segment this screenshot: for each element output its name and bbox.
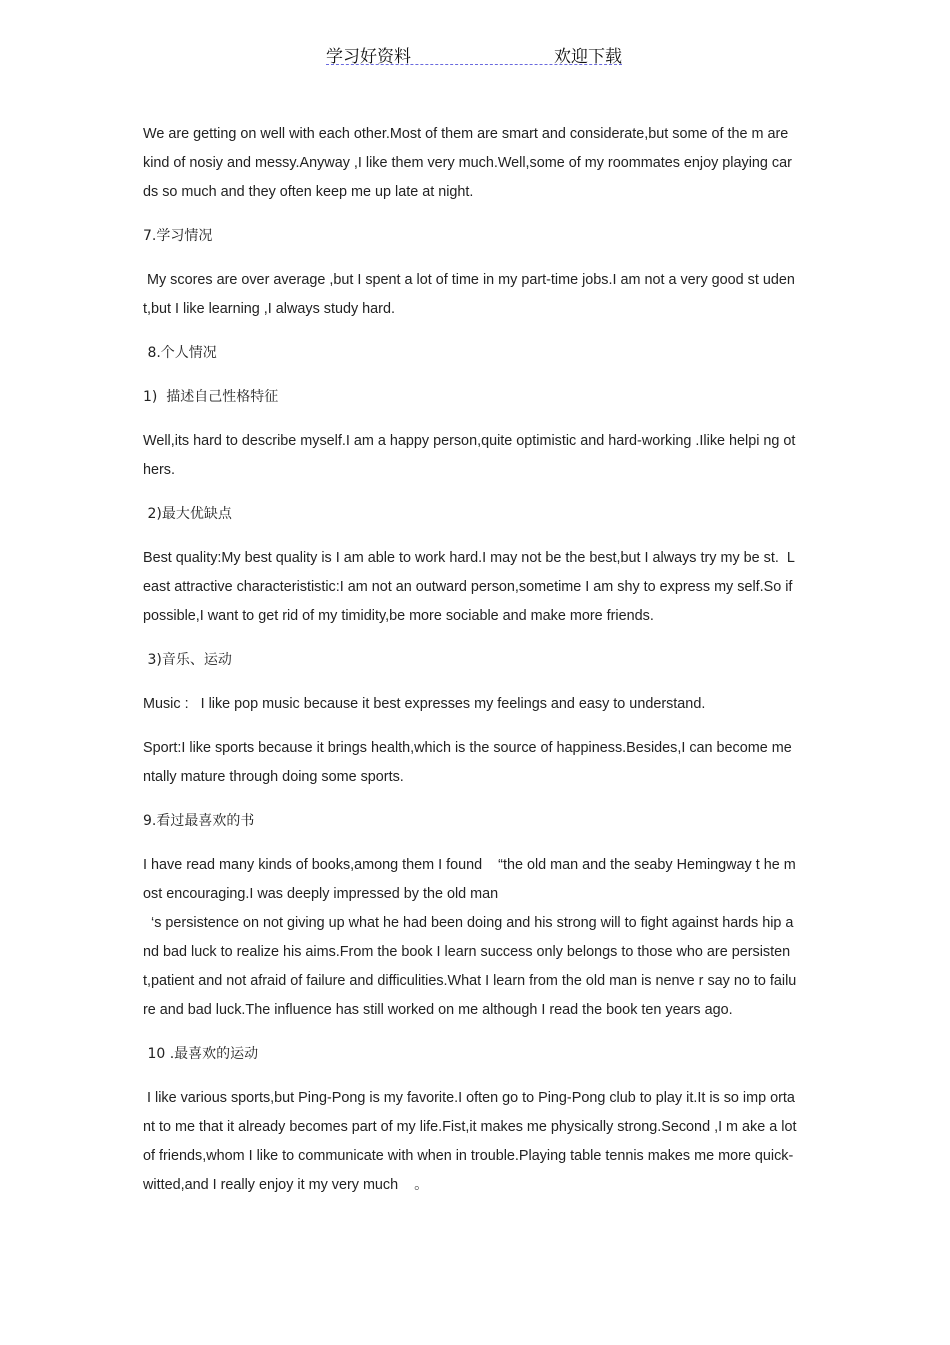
heading-personal-situation: 8.个人情况 — [143, 345, 217, 361]
paragraph-personality: Well,its hard to describe myself.I am a happy person,quite optimistic and hard-working .Ilike helpi ng others. — [143, 433, 796, 478]
paragraph-strengths-weaknesses: Best quality:My best quality is I am able to work hard.I may not be the best,but I always try my be st. Least attractive characterististic:I am not an outward person,sometime I am shy to express my self.So if possible,I want to get rid of my timidity,be more sociable and make more friends. — [143, 550, 797, 624]
heading-favorite-sport: 10 .最喜欢的运动 — [143, 1046, 259, 1062]
subheading-music-sport: 3)音乐、运动 — [143, 652, 232, 668]
subheading-personality: 1) 描述自己性格特征 — [143, 389, 279, 405]
subheading-strengths-weaknesses: 2)最大优缺点 — [143, 506, 232, 522]
paragraph-sport: Sport:I like sports because it brings health,which is the source of happiness.Besides,I can become mentally mature through doing some sports. — [143, 740, 792, 785]
paragraph-study: My scores are over average ,but I spent a lot of time in my part-time jobs.I am not a very good st udent,but I like learning ,I always study hard. — [143, 272, 795, 317]
paragraph-favorite-sport: I like various sports,but Ping-Pong is my favorite.I often go to Ping-Pong club to play it.It is so imp ortant to me that it already becomes part of my life.Fist,it makes me physically strong.Second ,I m ake a lot of friends,whom I like to communicate with when in trouble.Playing table tennis makes me more quick-witted,and I really enjoy it my very much 。 — [143, 1090, 801, 1193]
document-body — [143, 120, 801, 1215]
paragraph-music: Music : I like pop music because it best expresses my feelings and easy to understand. — [143, 696, 706, 712]
header-right-text: 欢迎下载 — [554, 47, 622, 67]
heading-favorite-book: 9.看过最喜欢的书 — [143, 813, 255, 829]
page-header — [326, 40, 622, 65]
paragraph-roommates: We are getting on well with each other.Most of them are smart and considerate,but some of the m are kind of nosiy and messy.Anyway ,I like them very much.Well,some of my roommates enjoy playing cards so much and they often keep me up late at night. — [143, 126, 793, 200]
header-left-text: 学习好资料 — [326, 47, 411, 67]
paragraph-favorite-book: I have read many kinds of books,among them I found “the old man and the seaby Hemingway t he most encouraging.I was deeply impressed by the old man ‘s persistence on not giving up what he had been doing and his strong will to fight against hards hip and bad luck to realize his aims.From the book I learn success only belongs to those who are persistent,patient and not afraid of failure and difficulities.What I learn from the old man is nenve r say no to failure and bad luck.The influence has still worked on me although I read the book ten years ago. — [143, 857, 797, 1018]
heading-study-situation: 7.学习情况 — [143, 228, 213, 244]
